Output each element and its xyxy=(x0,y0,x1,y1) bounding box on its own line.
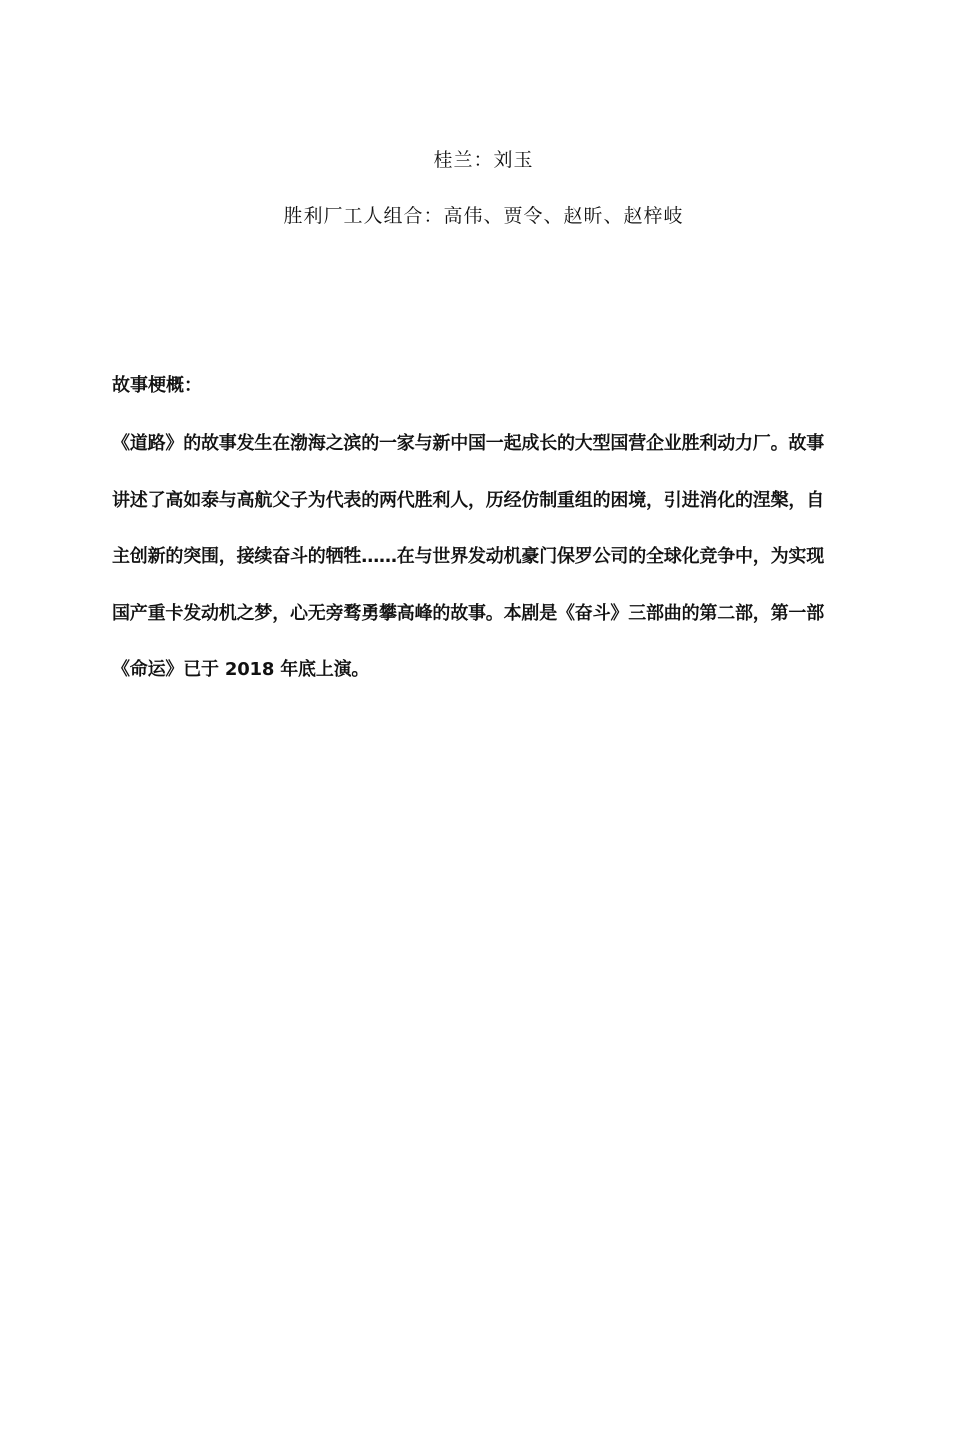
cast-line-workers: 胜利厂工人组合：高伟、贾令、赵昕、赵梓岐 xyxy=(283,205,684,227)
synopsis-line: 主创新的突围，接续奋斗的牺牲……在与世界发动机豪门保罗公司的全球化竞争中，为实现 xyxy=(112,546,824,567)
synopsis-line: 《命运》已于 2018 年底上演。 xyxy=(112,659,370,680)
synopsis-line: 国产重卡发动机之梦，心无旁骛勇攀高峰的故事。本剧是《奋斗》三部曲的第二部，第一部 xyxy=(112,603,824,624)
synopsis-line: 讲述了高如泰与高航父子为代表的两代胜利人，历经仿制重组的困境，引进消化的涅槃，自 xyxy=(112,490,824,511)
synopsis-line: 《道路》的故事发生在渤海之滨的一家与新中国一起成长的大型国营企业胜利动力厂。故事 xyxy=(112,433,824,454)
cast-line-guilan: 桂兰：刘玉 xyxy=(433,149,534,171)
synopsis-heading: 故事梗概： xyxy=(112,375,202,396)
